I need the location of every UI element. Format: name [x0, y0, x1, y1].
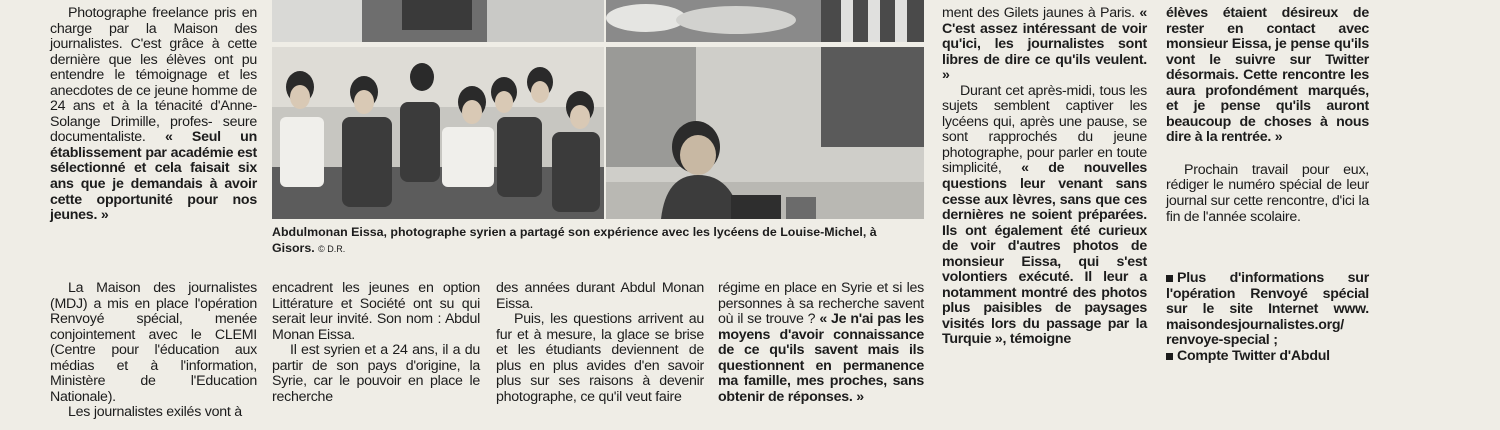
bullet-icon — [1166, 275, 1173, 282]
caption-text: Abdulmonan Eissa, photographe syrien a partagé son expérience avec les lycéens de Louise-Michel, à Gisors. — [272, 225, 877, 255]
article-column-1 — [50, 6, 257, 224]
info-bullet-1: Plus d'informations sur l'opération Renvoyé spécial sur le site Internet www. maisondesjournalistes.org/ renvoye-special ; — [1166, 270, 1369, 349]
col2-paragraph-2: Il est syrien et a 24 ans, il a du partir de son pays d'origine, la Syrie, car le pouvoir en place le recherche — [272, 342, 480, 405]
bullet-icon — [1166, 353, 1173, 360]
col3-paragraph-1: des années durant Abdul Monan Eissa. — [496, 280, 704, 312]
col4-paragraph-1: régime en place en Syrie et si les personnes à sa recherche savent où il se trouve ? « Je n'ai pas les moyens d'avoir connaissance de ce qu'ils savent mais ils questionnent en permanence ma famille, mes proches, sans obtenir de réponses. » — [718, 280, 924, 405]
col3-paragraph-2: Puis, les questions arrivent au fur et à mesure, la glace se brise et les étudiants deviennent de plus en plus avides d'en savoir plus sur ses raisons à devenir photographe, ce qu'il veut faire — [496, 311, 704, 405]
classroom-photo-top-left — [272, 0, 604, 42]
freedom-quote: « C'est assez intéressant de voir qu'ici, les journalistes sont libres de dire ce qu'ils veulent. » — [942, 5, 1147, 84]
info-bullet-2: Compte Twitter d'Abdul — [1166, 349, 1369, 365]
teacher-testimony-quote: « de nouvelles questions leur venant sans cesse aux lèvres, sans que ces dernières ne soient préparées. Ils ont également été curieux de voir d'autres photos de monsieur Eissa, qui s'est volontiers exécuté. Il leur a notamment montré des photos plus paisibles de paysages visités lors du passage par la Turquie », témoigne — [942, 160, 1147, 348]
teacher-quote: « Seul un établissement par académie est sélectionné et cela faisait six ans que je demandais à avoir cette opportunité pour nos jeunes. » — [50, 129, 257, 224]
classroom-photo-top-right — [606, 0, 924, 42]
col5-paragraph-2: Durant cet après-midi, tous les sujets semblent captiver les lycéens qui, après une pause, se sont rapprochés du jeune photographe, pour parler en toute simplicité, « de nouvelles questions leur venant sans cesse aux lèvres, sans que ces dernières ne soient préparées. Ils ont également été curieux de voir d'autres photos de monsieur Eissa, qui s'est volontiers exécuté. Il leur a notamment montré des photos plus paisibles de paysages visités lors du passage par la Turquie », témoigne — [942, 82, 1147, 348]
next-work-paragraph: Prochain travail pour eux, rédiger le numéro spécial de leur journal sur cette rencontre, d'ici la fin de l'année scolaire. — [1166, 161, 1369, 225]
photo-credit: © D.R. — [318, 244, 346, 254]
col2-paragraph-1: encadrent les jeunes en option Littérature et Société ont su qui serait leur invité. Son nom : Abdul Monan Eissa. — [272, 280, 480, 343]
article-column-1-bottom — [50, 281, 257, 421]
photo-caption — [272, 224, 884, 257]
students-audience-photo — [272, 47, 604, 219]
exiled-paragraph: Les journalistes exilés vont à — [68, 404, 242, 421]
intro-paragraph: Photographe freelance pris en charge par la Maison des journalistes. C'est grâce à cette dernière que les élèves ont pu entendre le témoignage et les anecdotes de ce jeune homme de 24 ans et à la ténacité d'Anne-Solange Drimille, profes- seure documentaliste. « Seul un établissement par académie est sélectionné et cela faisait six ans que je demandais à avoir cette opportunité pour nos jeunes. » — [50, 5, 257, 224]
photographer-photo — [606, 47, 924, 219]
article-column-6 — [1166, 6, 1369, 364]
article-column-3 — [496, 281, 704, 405]
closing-quote: élèves étaient désireux de rester en contact avec monsieur Eissa, je pense qu'ils vont le suivre sur Twitter désormais. Cette rencontre les aura profondément marqués, et je pense qu'ils auront beaucoup de choses à nous dire à la rentrée. » — [1166, 5, 1369, 146]
article-column-5 — [942, 6, 1147, 348]
article-column-2 — [272, 281, 480, 405]
photographer-quote: « Je n'ai pas les moyens d'avoir connaissance de ce qu'ils savent mais ils questionnent en permanence ma famille, mes proches, sans obtenir de réponses. » — [718, 311, 924, 405]
article-column-4 — [718, 281, 924, 405]
mdj-paragraph: La Maison des journalistes (MDJ) a mis en place l'opération Renvoyé spécial, menée conjointement avec le CLEMI (Centre pour l'éducation aux médias et à l'information, Ministère de l'Education Nationale). — [50, 280, 257, 405]
col5-paragraph-1: ment des Gilets jaunes à Paris. « C'est assez intéressant de voir qu'ici, les journalistes sont libres de dire ce qu'ils veulent. » — [942, 5, 1147, 84]
